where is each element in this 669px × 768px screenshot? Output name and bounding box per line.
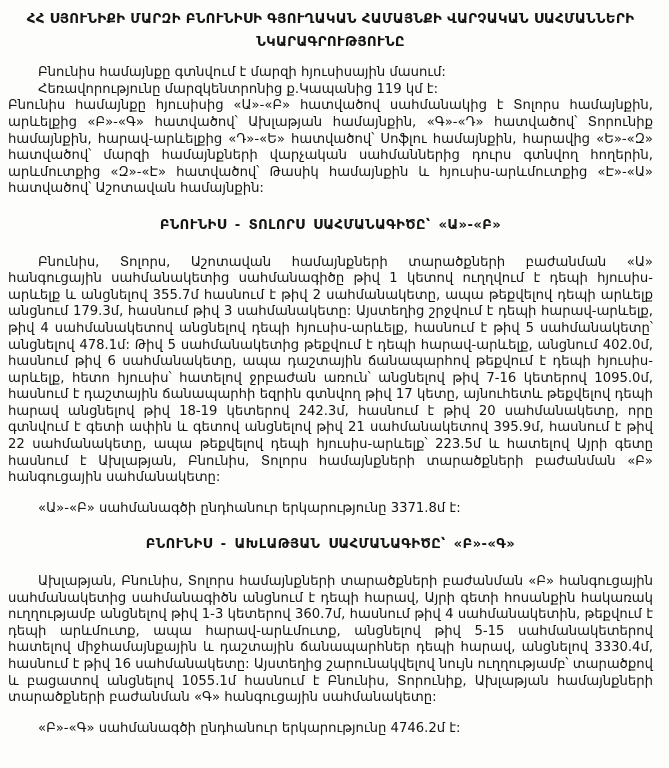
section-heading-bnunis-akhlatyan: ԲՆՈՒՆԻՍ - ԱԽԼԱԹՅԱՆ ՍԱՀՄԱՆԱԳԻԾԸ՝ «Բ»-«Գ» bbox=[145, 537, 516, 553]
paragraph-boundary-bg-total-length: «Բ»-«Գ» սահմանագծի ընդհանուր երկարությունը 4746.2մ է: bbox=[38, 720, 461, 736]
paragraph-community-location: Բնունիս համայնքը գտնվում է մարզի հյուսիսային մասում: bbox=[38, 65, 446, 81]
document-title-line2: ՆԿԱՐԱԳՐՈՒԹՅՈՒՆԸ bbox=[256, 34, 405, 50]
paragraph-boundary-bg-description: Ախլաթյան, Բնունիս, Տոլորս համայնքների տարածքների բաժանման «Բ» հանգուցային սահմանակետից սահմանագիծն անցնում է դեպի հարավ, Այրի գետի հոսանքին հակառակ ուղղությամբ անցնելով թիվ 1-3 կետերով 360.7մ, հասնում թիվ 4 սահմանակետին, թեքվում է դեպի արևմուտք, ապա հարավ-արևմուտք, անցնելով թիվ 5-15 սահմանակետերով հատելով միջհամայնքային և դաշտային ճանապարհներ դեպի հարավ, անցնելով 3330.4մ, հասնում է թիվ 16 սահմանակետը: Այստեղից շարունակվելով նույն ուղղությամբ՝ տարածքով և բացատով անցնելով 1055.1մ հասնում է Բնունիս, Տորունիք, Ախլաթյան համայնքների տարածքների բաժանման «Գ» հանգուցային սահմանակետը: bbox=[8, 574, 653, 706]
paragraph-boundary-ab-total-length: «Ա»-«Բ» սահմանագծի ընդհանուր երկարությունը 3371.8մ է: bbox=[38, 500, 461, 516]
section-heading-bnunis-tolors: ԲՆՈՒՆԻՍ - ՏՈԼՈՐՍ ՍԱՀՄԱՆԱԳԻԾԸ՝ «Ա»-«Բ» bbox=[159, 217, 502, 233]
paragraph-distance-from-center: Հեռավորությունը մարզկենտրոնից ք.Կապանից 119 կմ է: bbox=[38, 81, 439, 97]
paragraph-neighboring-communities: Բնունիս համայնքը հյուսիսից «Ա»-«Բ» հատվածով սահմանակից է Տոլորս համայնքին, արևելքից «Բ»-«Գ» հատվածով՝ Ախլաթյան համայնքին, «Գ»-«Դ» հատվածով՝ Տորունիք համայնքին, հարավ-արևելքից «Դ»-«Ե» հատվածով՝ Սոֆլու համայնքին, հարավից «Ե»-«Զ» հատվածով՝ մարզի համայնքների վարչական սահմաններից դուրս գտնվող հողերին, արևմուտքից «Զ»-«Է» հատվածով՝ Թասիկ համայնքին և հյուսիս-արևմուտքից «Է»-«Ա» հատվածով՝ Աշոտավան համայնքին: bbox=[8, 98, 653, 197]
document-title-line1: ՀՀ ՍՅՈՒՆԻՔԻ ՄԱՐԶԻ ԲՆՈՒՆԻՍԻ ԳՅՈՒՂԱԿԱՆ ՀԱՄԱՅՆՔԻ ՎԱՐՉԱԿԱՆ ՍԱՀՄԱՆՆԵՐԻ bbox=[26, 12, 635, 27]
paragraph-boundary-ab-description: Բնունիս, Տոլորս, Աշոտավան համայնքների տարածքների բաժանման «Ա» հանգուցային սահմանակետից սահմանագիծը թիվ 1 կետով ուղղվում է դեպի հյուսիս-արևելք և անցնելով 355.7մ հասնում է թիվ 2 սահմանակետը, ապա թեքվելով դեպի արևելք անցնում 179.3մ, հասնում թիվ 3 սահմանակետը: Այստեղից շրջվում է դեպի հարավ-արևելք, թիվ 4 սահմանակետով անցնելով դեպի հյուսիս-արևելք, հասնում է թիվ 5 սահմանակետը՝ անցնելով 478.1մ: Թիվ 5 սահմանակետից թեքվում է դեպի հարավ-արևելք, անցնում 402.0մ, հասնում թիվ 6 սահմանակետը, ապա դաշտային ճանապարհով թեքվում է դեպի հյուսիս-արևելք, հետո հյուսիս՝ հատելով ջրբաժան առուն՝ անցնելով թիվ 7-16 կետերով 1095.0մ, հասնում է դաշտային ճանապարհի եզրին գտնվող թիվ 17 կետը, այնուհետև թեքվելով դեպի հարավ անցնելով թիվ 18-19 կետերով 242.3մ, հասնում է թիվ 20 սահմանակետը, որը գտնվում է գետի ափին և գետով անցնելով թիվ 21 սահմանակետով 395.9մ, հասնում է թիվ 22 սահմանակետը, ապա թեքվելով դեպի հյուսիս-արևելք՝ 223.5մ և հատելով Այրի գետը հասնում է Ախլաթյան, Բնունիս, Տոլորս համայնքների տարածքների բաժանման «Բ» հանգուցային սահմանակետը: bbox=[8, 254, 653, 486]
